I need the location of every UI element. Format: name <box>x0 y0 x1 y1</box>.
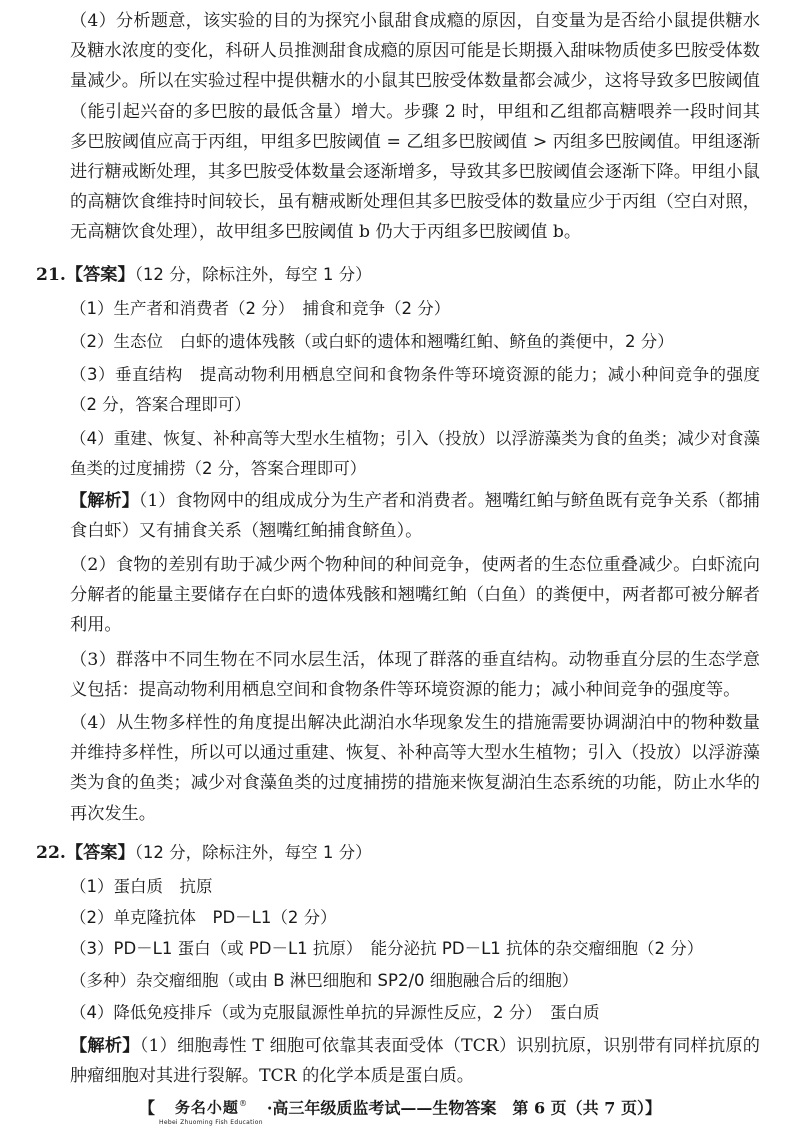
q21-number-label: 21. <box>36 265 66 285</box>
q21-answer-tag: 【答案】 <box>65 265 135 285</box>
q22-answer-3b: （多种）杂交瘤细胞（或由 B 淋巴细胞和 SP2/0 细胞融合后的细胞） <box>70 971 579 990</box>
q21-answer-3: （3）垂直结构 提高动物利用栖息空间和食物条件等环境资源的能力；减小种间竞争的强度（2 分，答案合理即可） <box>70 365 760 415</box>
q22-analysis-tag: 【解析】 <box>70 1036 140 1056</box>
q21-analysis-1 <box>70 486 760 546</box>
q22-number-label: 22. <box>36 843 66 863</box>
page-footer <box>0 1092 800 1126</box>
q21-analysis-4: （4）从生物多样性的角度提出解决此湖泊水华现象发生的措施需要协调湖泊中的物种数量并维持多样性，所以可以通过重建、恢复、补种高等大型水生植物；引入（投放）以浮游藻类为食的鱼类；减少对食藻鱼类的过度捕捞的措施来恢复湖泊生态系统的功能，防止水华的再次发生。 <box>70 713 760 824</box>
q21-analysis-tag: 【解析】 <box>70 491 139 511</box>
footer-bracket-right: 】 <box>644 1098 661 1118</box>
q22-answer-2: （2）单克隆抗体 PD－L1（2 分） <box>70 908 337 927</box>
footer-text: ·高三年级质监考试——生物答案 第 6 页（共 7 页） <box>266 1098 645 1118</box>
q21-analysis-2: （2）食物的差别有助于减少两个物种间的种间竞争，使两者的生态位重叠减少。白虾流向分解者的能量主要储存在白虾的遗体残骸和翘嘴红鲌（白鱼）的粪便中，两者都可被分解者利用。 <box>70 555 760 636</box>
q21-answer-1: （1）生产者和消费者（2 分） 捕食和竞争（2 分） <box>70 299 451 318</box>
brand-logo <box>159 1092 263 1126</box>
q22-number <box>36 838 372 868</box>
q22-analysis-1-text: （1）细胞毒性 T 细胞可依靠其表面受体（TCR）识别抗原，识别带有同样抗原的肿瘤细胞对其进行裂解。TCR 的化学本质是蛋白质。 <box>70 1036 760 1087</box>
q22-answer-3: （3）PD－L1 蛋白（或 PD－L1 抗原） 能分泌抗 PD－L1 抗体的杂交瘤细胞（2 分） <box>70 939 704 958</box>
q22-answer-note: （12 分，除标注外，每空 1 分） <box>134 843 372 862</box>
q22-analysis-1 <box>70 1031 760 1091</box>
q21-answer-4: （4）重建、恢复、补种高等大型水生植物；引入（投放）以浮游藻类为食的鱼类；减少对食藻鱼类的过度捕捞（2 分，答案合理即可） <box>70 429 760 479</box>
q22-answer-tag: 【答案】 <box>65 843 135 863</box>
q22-answer-4: （4）降低免疫排斥（或为克服鼠源性单抗的异源性反应，2 分） 蛋白质 <box>70 1003 600 1022</box>
q22-answer-1: （1）蛋白质 抗原 <box>70 877 213 896</box>
footer-bracket-left: 【 <box>139 1098 156 1118</box>
q21-answer-note: （12 分，除标注外，每空 1 分） <box>134 265 372 284</box>
q21-analysis-3: （3）群落中不同生物在不同水层生活，体现了群落的垂直结构。动物垂直分层的生态学意义包括：提高动物利用栖息空间和食物条件等环境资源的能力；减小种间竞争的强度等。 <box>70 650 760 701</box>
q20-analysis-part4: （4）分析题意，该实验的目的为探究小鼠甜食成瘾的原因，自变量为是否给小鼠提供糖水及糖水浓度的变化，科研人员推测甜食成瘾的原因可能是长期摄入甜味物质使多巴胺受体数量减少。所以在实验过程中提供糖水的小鼠其巴胺受体数量都会减少，这将导致多巴胺阈值（能引起兴奋的多巴胺的最低含量）增大。步骤 2 时，甲组和乙组都高糖喂养一段时间其多巴胺阈值应高于丙组，甲组多巴胺阈值 = 乙组多巴胺阈值 > 丙组多巴胺阈值。甲组逐渐进行糖戒断处理，其多巴胺受体数量会逐渐增多，导致其多巴胺阈值会逐渐下降。甲组小鼠的高糖饮食维持时间较长，虽有糖戒断处理但其多巴胺受体的数量应少于丙组（空白对照，无高糖饮食处理），故甲组多巴胺阈值 b 仍大于丙组多巴胺阈值 b。 <box>70 11 760 243</box>
q21-answer-2: （2）生态位 白虾的遗体残骸（或白虾的遗体和翘嘴红鲌、鲚鱼的粪便中，2 分） <box>70 332 674 351</box>
registered-mark: ® <box>238 1099 247 1108</box>
q21-number <box>36 260 372 290</box>
q21-analysis-1-text: （1）食物网中的组成成分为生产者和消费者。翘嘴红鲌与鲚鱼既有竞争关系（都捕食白虾）又有捕食关系（翘嘴红鲌捕食鲚鱼）。 <box>70 491 760 542</box>
brand-logo-subtitle: Hebei Zhuoming Fish Education <box>159 1119 263 1127</box>
brand-logo-text: 务名小题 <box>174 1098 239 1117</box>
